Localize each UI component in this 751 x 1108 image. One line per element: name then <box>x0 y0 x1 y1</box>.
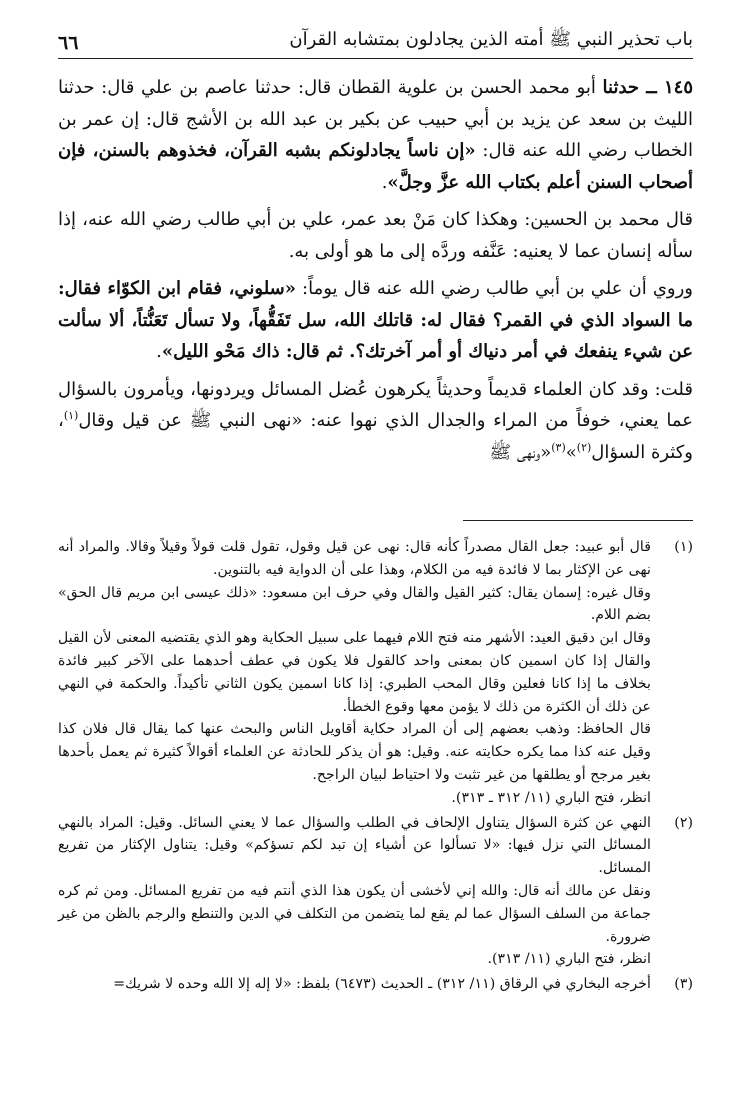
footnote-paragraph: النهي عن كثرة السؤال يتناول الإلحاف في الطلب والسؤال عما لا يعني السائل. وقيل: المراد بالنهي المسائل التي نزل فيها: «لا تسألوا عن أشياء إن تبد لكم تسؤكم» وقيل: يتناول الإكثار من تفريع المسائل. <box>58 814 651 877</box>
paragraph-hadith-145 <box>58 72 693 198</box>
footnote-2 <box>58 812 693 972</box>
paragraph-commentary: قال محمد بن الحسين: وهكذا كان مَنْ بعد عمر، علي بن أبي طالب رضي الله عنه، إذا سأله إنسان عما لا يعنيه: عَنَّفه وردَّه إلى ما هو أولى به. <box>58 209 693 262</box>
hadith-number: ١٤٥ ــ حدثنا <box>602 77 693 98</box>
footnote-1 <box>58 536 693 810</box>
footnote-3 <box>58 973 693 996</box>
footnote-ref-1[interactable]: (١) <box>63 409 79 422</box>
footnote-body <box>58 973 651 996</box>
running-title: باب تحذير النبي ﷺ أمته الذين يجادلون بمتشابه القرآن <box>289 29 693 50</box>
narration-quote: «سلوني، فقام ابن الكوّاء فقال: ما السواد الذي في القمر؟ فقال له: قاتلك الله، سل تَفَقُّهاً، ولا تسأل تَعَنُّتاً، ألا سألت عن شيء ينفعك في أمر دنياك أو أمر آخرتك؟. ثم قال: ذاك مَحْو الليل» <box>58 278 693 362</box>
running-header <box>58 24 693 59</box>
author-note-text: «ونهى ﷺ <box>489 441 552 463</box>
footnote-paragraph: انظر، فتح الباري (١١/ ٣١٢ ـ ٣١٣). <box>451 789 651 806</box>
isnad-text: أبو محمد الحسن بن علوية القطان قال: حدثنا عاصم بن علي قال: حدثنا الليث بن سعد عن يزيد بن أبي حبيب عن بكير بن عبد الله بن الأشج قال: إن عمر بن الخطاب رضي الله عنه قال: <box>58 77 694 161</box>
sentence-end: . <box>156 341 162 362</box>
page-number: ٦٦ <box>58 32 79 54</box>
footnote-paragraph: ونقل عن مالك أنه قال: والله إني لأخشى أن يكون هذا الذي أنتم فيه من تفريع المسائل. ومن ثم كره جماعة من السلف السؤال عما لم يقع لما يتضمن من التكلف في الدين والتنطع والرجم بالظن من غير ضرورة. <box>58 882 651 945</box>
paragraph-author-note <box>58 374 693 469</box>
footnote-paragraph: أخرجه البخاري في الرقاق (١١/ ٣١٢) ـ الحديث (٦٤٧٣) بلفظ: «لا إله إلا الله وحده لا شريك= <box>113 976 651 993</box>
paragraph-ali-narration <box>58 273 693 368</box>
footnote-body <box>58 536 651 810</box>
footnote-paragraph: انظر، فتح الباري (١١/ ٣١٣). <box>487 951 651 968</box>
author-note-text: ، وكثرة السؤال <box>58 410 693 463</box>
footnote-ref-2[interactable]: (٢) <box>576 440 592 454</box>
footnote-paragraph: قال أبو عبيد: جعل القال مصدراً كأنه قال: نهى عن قيل وقول، تقول قلت قولاً وقيلاً وقالا. والمراد أنه نهى عن الإكثار بما لا فائدة فيه من الكلام، وهذا على أن الدواية فيه بالتنوين. <box>58 539 651 578</box>
footnote-separator <box>463 520 693 521</box>
author-note-text: » <box>565 441 577 463</box>
narration-intro: وروي أن علي بن أبي طالب رضي الله عنه قال يوماً: <box>296 278 693 299</box>
footnote-ref-3[interactable]: (٣) <box>551 440 566 454</box>
footnote-paragraph: قال الحافظ: وذهب بعضهم إلى أن المراد حكاية أقاويل الناس والبحث عنها كما يقال قال فلان كذا وقيل عنه كذا مما يكره حكايته عنه. وقيل: هو أن يذكر للحادثة عن العلماء أقوالاً كثيرة ثم يعمل بأحدها بغير مرجح أو يطلقها من غير تثبت ولا احتياط لبيان الراجح. <box>58 721 651 783</box>
hadith-quote: «إن ناساً يجادلونكم بشبه القرآن، فخذوهم بالسنن، فإن أصحاب السنن أعلم بكتاب الله عزَّ وجلَّ» <box>58 140 693 193</box>
footnotes <box>58 536 693 998</box>
author-note-text: قلت: وقد كان العلماء قديماً وحديثاً يكرهون عُضل المسائل ويردونها، ويأمرون بالسؤال عما يعني، خوفاً من المراء والجدال الذي نهوا عنه: «نهى النبي ﷺ عن قيل وقال <box>58 378 693 431</box>
footnote-paragraph: وقال غيره: إسمان يقال: كثير القيل والقال وفي حرف ابن مسعود: «ذلك عيسى ابن مريم قال الحق» بضم اللام. <box>58 584 651 624</box>
main-text <box>58 72 693 474</box>
footnote-number: (١) <box>674 539 693 555</box>
footnote-number: (٢) <box>674 814 693 831</box>
footnote-body <box>58 812 651 972</box>
footnote-number: (٣) <box>674 976 693 993</box>
footnote-paragraph: وقال ابن دقيق العيد: الأشهر منه فتح اللام فيهما على سبيل الحكاية وهو الذي يقتضيه المعنى لأن القيل والقال إذا كان اسمين كان بمعنى واحد كالقول فلا يكون في عطف أحدهما على الآخر كبير فائدة بخلاف ما إذا كانا فعلين وقال المحب الطبري: إذا كانا اسمين يكون الثاني تأكيداً. والحكمة في النهي عن ذلك أن الكثرة من ذلك لا يؤمن معها وقوع الخطأ. <box>58 630 651 715</box>
sentence-end: . <box>381 171 388 193</box>
